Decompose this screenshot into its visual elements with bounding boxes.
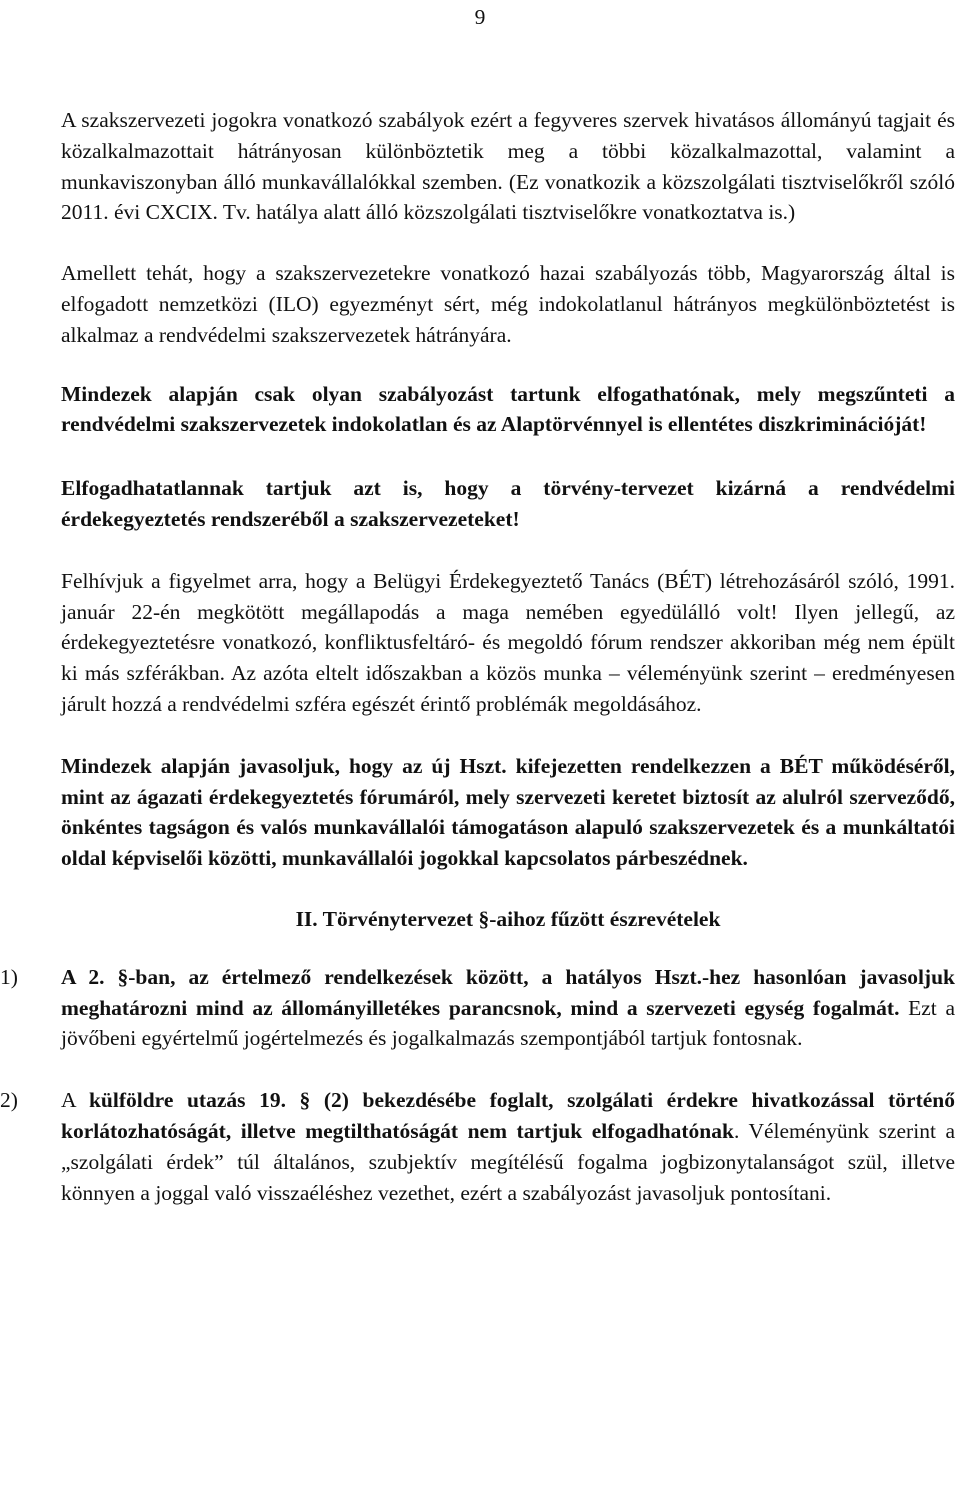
list-item-bold-text: A 2. §-ban, az értelmező rendelkezések között, a hatályos Hszt.-hez hasonlóan javasoljuk meghatározni mind az állományilletékes parancsnok, mind a szervezeti egység fogalmát. — [61, 964, 955, 1020]
list-item — [0, 1085, 955, 1208]
list-item — [0, 962, 955, 1054]
list-item-text — [61, 1085, 955, 1208]
section-title: II. Törvénytervezet §-aihoz fűzött észrevételek — [295, 906, 721, 931]
paragraph-bet-history: Felhívjuk a figyelmet arra, hogy a Belügyi Érdekegyeztető Tanács (BÉT) létrehozásáról szóló, 1991. január 22-én megkötött megállapodás a maga nemében egyedülálló volt! Ilyen jellegű, az érdekegyeztetésre vonatkozó, konfliktusfeltáró- és megoldó fórum rendszer akkoriban még nem épült ki más szférákban. Az azóta eltelt időszakban a közös munka – véleményünk szerint – eredményesen járult hozzá a rendvédelmi szféra egészét érintő problémák megoldásához. — [61, 568, 955, 716]
paragraph-discrimination: A szakszervezeti jogokra vonatkozó szabályok ezért a fegyveres szervek hivatásos állományú tagjait és közalkalmazottait hátrányosan különböztetik meg a többi közalkalmazottal, valamint a munkaviszonyban álló munkavállalókkal szemben. (Ez vonatkozik a közszolgálati tisztviselőkről szóló 2011. évi CXCIX. Tv. hatálya alatt álló közszolgálati tisztviselőkre vonatkoztatva is.) — [61, 108, 955, 225]
list-item-text — [61, 962, 955, 1054]
paragraph-acceptable-regulation — [61, 379, 955, 441]
list-item-normal-text: Ezt a jövőbeni egyértelmű jogértelmezés és jogalkalmazás szempontjából tartjuk fontosnak. — [61, 995, 955, 1051]
page-number: 9 — [474, 5, 486, 29]
list-item-normal-text: . Véleményünk szerint a „szolgálati érdek” túl általános, szubjektív megítélésű fogalma jogbizonytalanságot szül, illetve könnyen a joggal való visszaéléshez vezethet, ezért a szabályozást javasoljuk pontosítani. — [61, 1118, 955, 1205]
list-item-bold-text: külföldre utazás 19. § (2) bekezdésébe foglalt, szolgálati érdekre hivatkozással történő korlátozhatóságát, illetve megtilthatóságát nem tartjuk elfogadhatónak — [61, 1088, 955, 1143]
list-item-lead-text: A — [61, 1088, 89, 1113]
paragraph-bet-proposal-text: Mindezek alapján javasoljuk, hogy az új Hszt. kifejezetten rendelkezzen a BÉT működéséről, mint az ágazati érdekegyeztetés fórumáról, mely szervezeti keretet biztosít az alulról szerveződő, önkéntes tagságon és valós munkavállalói támogatáson alapuló szakszervezetek és a munkáltatói oldal képviselői közötti, munkavállalói jogokkal kapcsolatos párbeszédnek. — [61, 753, 955, 871]
document-body — [0, 105, 955, 1208]
paragraph-unacceptable — [61, 473, 955, 535]
list-item-number: 2) — [0, 1088, 18, 1113]
paragraph-ilo-convention: Amellett tehát, hogy a szakszervezetekre vonatkozó hazai szabályozás több, Magyarország által is elfogadott nemzetközi (ILO) egyezményt sért, még indokolatlanul hátrányos megkülönböztetést is alkalmaz a rendvédelmi szakszervezetek hátrányára. — [61, 261, 955, 347]
paragraph-acceptable-regulation-text: Mindezek alapján csak olyan szabályozást tartunk elfogathatónak, mely megszűnteti a rendvédelmi szakszervezetek indokolatlan és az Alaptörvénnyel is ellentétes diszkriminációját! — [61, 381, 955, 437]
paragraph-bet-proposal — [61, 751, 955, 874]
list-item-number: 1) — [0, 964, 18, 989]
paragraph-unacceptable-text: Elfogadhatatlannak tartjuk azt is, hogy a törvény-tervezet kizárná a rendvédelmi érdekegyeztetés rendszeréből a szakszervezeteket! — [61, 476, 955, 531]
